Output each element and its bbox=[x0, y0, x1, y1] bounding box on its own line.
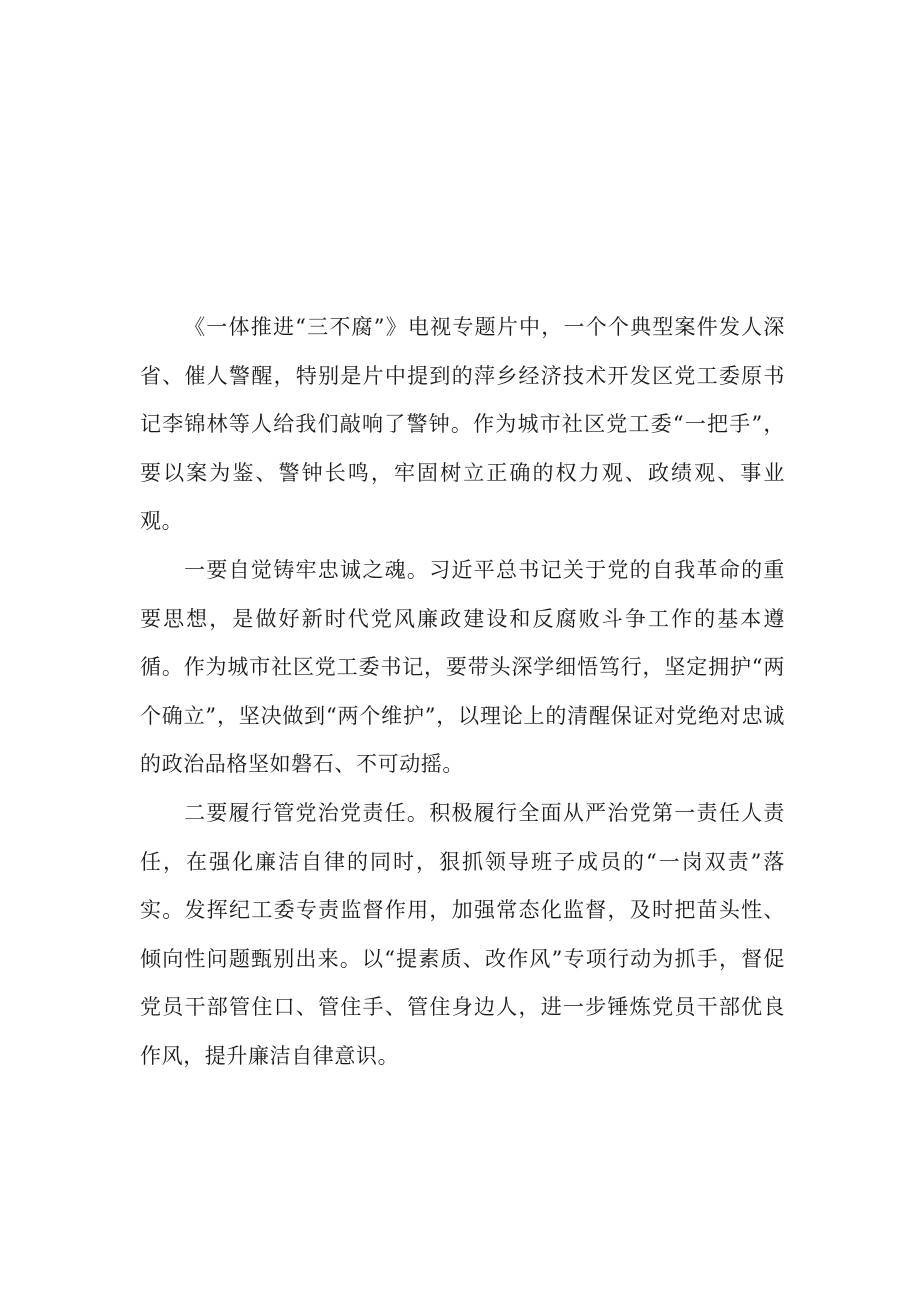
paragraph-lead: 二要履行管党治党责任。 bbox=[184, 800, 430, 825]
paragraph-3 bbox=[140, 789, 785, 1081]
document-body bbox=[140, 303, 785, 1081]
paragraph-lead: 一要自觉铸牢忠诚之魂。 bbox=[184, 557, 430, 582]
paragraph-text: 积极履行全面从严治党第一责任人责任，在强化廉洁自律的同时，狠抓领导班子成员的“一岗双责”落实。发挥纪工委专责监督作用，加强常态化监督，及时把苗头性、倾向性问题甄别出来。以“提素质、改作风”专项行动为抓手，督促党员干部管住口、管住手、管住身边人，进一步锤炼党员干部优良作风，提升廉洁自律意识。 bbox=[140, 800, 785, 1068]
paragraph-text: 习近平总书记关于党的自我革命的重要思想，是做好新时代党风廉政建设和反腐败斗争工作的基本遵循。作为城市社区党工委书记，要带头深学细悟笃行，坚定拥护“两个确立”，坚决做到“两个维护”，以理论上的清醒保证对党绝对忠诚的政治品格坚如磐石、不可动摇。 bbox=[140, 557, 785, 777]
paragraph-2 bbox=[140, 546, 785, 789]
paragraph-1 bbox=[140, 303, 785, 546]
paragraph-text: 《一体推进“三不腐”》电视专题片中，一个个典型案件发人深省、催人警醒，特别是片中提到的萍乡经济技术开发区党工委原书记李锦林等人给我们敲响了警钟。作为城市社区党工委“一把手”，要以案为鉴、警钟长鸣，牢固树立正确的权力观、政绩观、事业观。 bbox=[140, 315, 785, 534]
